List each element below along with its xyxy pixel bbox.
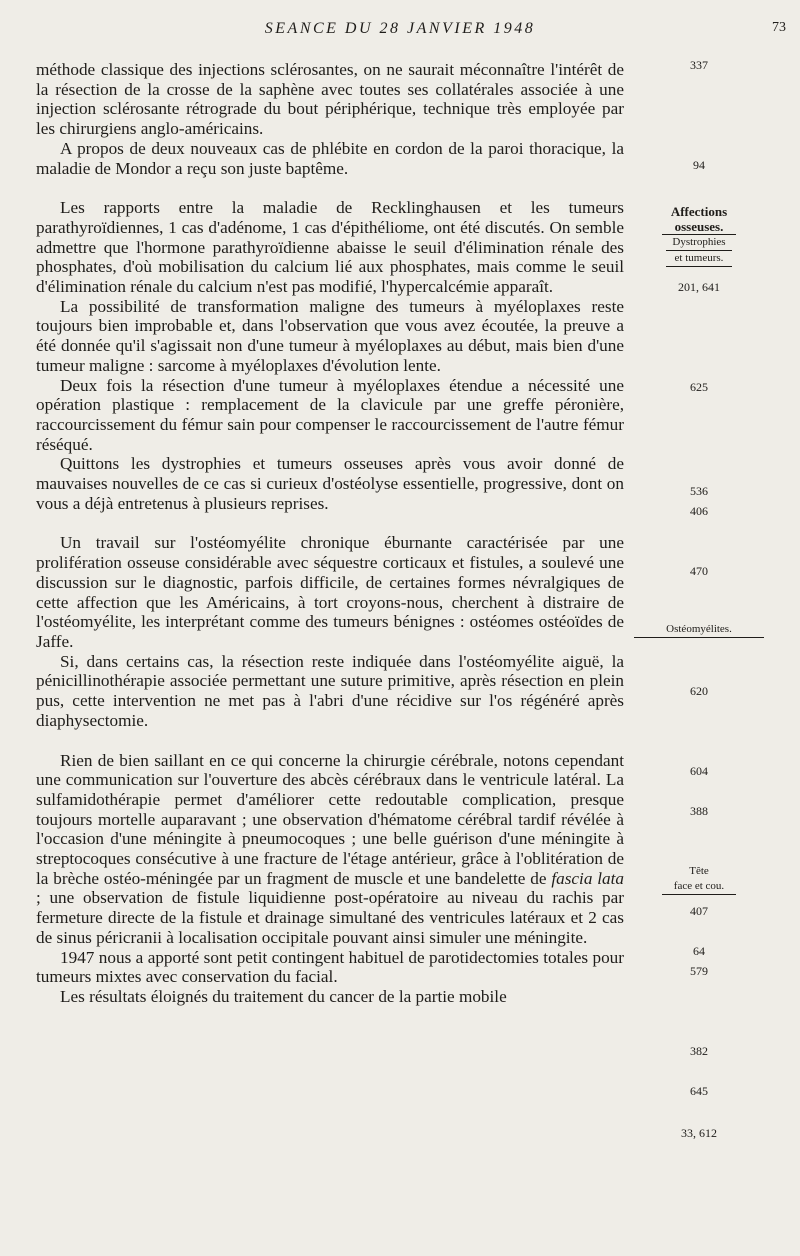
heading-line: osseuses. xyxy=(662,219,736,235)
margin-heading-osteomyelites xyxy=(628,622,770,638)
paragraph: méthode classique des injections sclérosantes, on ne saurait méconnaître l'intérêt de la résection de la crosse de la saphène avec toutes ses collatérales associée à une injection sclérosante rétrograde du bout périphérique, technique très employée par les chirurgiens anglo-américains. xyxy=(36,60,624,139)
heading-line: et tumeurs. xyxy=(666,251,732,267)
paragraph xyxy=(36,751,624,948)
page-reference: 579 xyxy=(690,964,708,978)
paragraph: Les résultats éloignés du traitement du cancer de la partie mobile xyxy=(60,986,507,1006)
heading-line: Ostéomyélites. xyxy=(634,622,764,638)
page-reference: 604 xyxy=(690,764,708,778)
paragraph: Si, dans certains cas, la résection reste indiquée dans l'ostéomyélite aiguë, la pénicillinothérapie associée permettant une suture primitive, après résection en plein pus, cette intervention ne met pas à l'abri d'une récidive sur l'os régénéré après diaphysectomie. xyxy=(36,651,624,730)
page-reference: 470 xyxy=(690,564,708,578)
running-title: SEANCE DU 28 JANVIER 1948 xyxy=(264,20,536,37)
page-reference: 337 xyxy=(690,58,708,72)
italic-term: fascia lata xyxy=(551,868,625,888)
paragraph: Les rapports entre la maladie de Recklinghausen et les tumeurs parathyroïdiennes, 1 cas d'adénome, 1 cas d'épithéliome, ont été discutés. On semble admettre que l'hormone parathyroïdienne abaisse le seuil d'élimination rénale des phosphates, d'où mobilisation du calcium lié aux phosphates, mais comme le seuil d'élimination rénale du calcium n'est pas modifié, l'hypercalcémie apparaît. xyxy=(36,198,624,297)
paragraph-part: Rien de bien saillant en ce qui concerne la chirurgie cérébrale, notons cependant une communication sur l'ouverture des abcès cérébraux dans le ventricule latéral. La sulfamidothérapie permet d'améliorer cette redoutable complication, presque toujours mortelle auparavant ; une observation d'hématome cérébral tardif révélée à l'occasion d'une méningite à pneumocoques ; une belle guérison d'une méningite à streptocoques consécutive à une fracture de l'étage antérieur, grâce à l'oblitération de la brèche ostéo-méningée par un fragment de muscle et une bandelette de xyxy=(36,750,624,888)
page-number: 73 xyxy=(772,20,786,35)
page-reference: 625 xyxy=(690,380,708,394)
paragraph: Quittons les dystrophies et tumeurs osseuses après vous avoir donné de mauvaises nouvelles de ce cas si curieux d'ostéolyse essentielle, progressive, dont on vous a déjà entretenus à plusieurs reprises. xyxy=(36,454,624,513)
page-reference: 406 xyxy=(690,504,708,518)
margin-heading-affections xyxy=(628,204,770,267)
running-header xyxy=(0,20,800,44)
paragraph: Deux fois la résection d'une tumeur à myéloplaxes étendue a nécessité une opération plastique : remplacement de la clavicule par une greffe péronière, raccourcissement du fémur sain pour compenser le raccourcissement de l'autre fémur réséqué. xyxy=(36,375,624,454)
body-text xyxy=(36,60,624,1007)
paragraph: La possibilité de transformation maligne des tumeurs à myéloplaxes reste toujours bien improbable et, dans l'observation que vous avez écoutée, la preuve a été donnée qu'il s'agissait non d'une tumeur à myéloplaxes au début, mais bien d'une tumeur maligne : sarcome à myéloplaxes d'évolution lente. xyxy=(36,296,624,375)
page-reference: 33, 612 xyxy=(681,1126,717,1140)
page-reference: 645 xyxy=(690,1084,708,1098)
page-reference: 64 xyxy=(693,944,705,958)
heading-line: Dystrophies xyxy=(666,235,732,251)
heading-line: Affections xyxy=(670,204,728,219)
paragraph: Un travail sur l'ostéomyélite chronique éburnante caractérisée par une prolifération osseuse considérable avec séquestre corticaux et fistules, a soulevé une discussion sur le diagnostic, parfois difficile, de certaines formes névralgiques de cette affection que les Américains, à tort croyons-nous, cherchent à distraire de l'ostéomyélite, les interprétant comme des tumeurs bénignes : ostéomes ostéoïdes de Jaffe. xyxy=(36,533,624,651)
page-reference: 201, 641 xyxy=(678,280,720,294)
paragraph: 1947 nous a apporté sont petit contingent habituel de parotidectomies totales pour tumeurs mixtes avec conservation du facial. xyxy=(36,947,624,987)
page-reference: 407 xyxy=(690,904,708,918)
page-reference: 94 xyxy=(693,158,705,172)
page-reference: 388 xyxy=(690,804,708,818)
paragraph-part: ; une observation de fistule liquidienne post-opératoire au niveau du rachis par fermeture directe de la fistule et drainage simultané des ventricules latéraux et 2 cas de sinus péricranii à localisation occipitale pouvant ainsi simuler une méningite. xyxy=(36,888,624,947)
paragraph: A propos de deux nouveaux cas de phlébite en cordon de la paroi thoracique, la maladie de Mondor a reçu son juste baptême. xyxy=(36,138,624,178)
page-reference: 536 xyxy=(690,484,708,498)
heading-line: face et cou. xyxy=(662,879,736,895)
page-reference: 382 xyxy=(690,1044,708,1058)
margin-heading-tete xyxy=(628,864,770,895)
heading-line: Tête xyxy=(689,865,709,877)
page-reference: 620 xyxy=(690,684,708,698)
